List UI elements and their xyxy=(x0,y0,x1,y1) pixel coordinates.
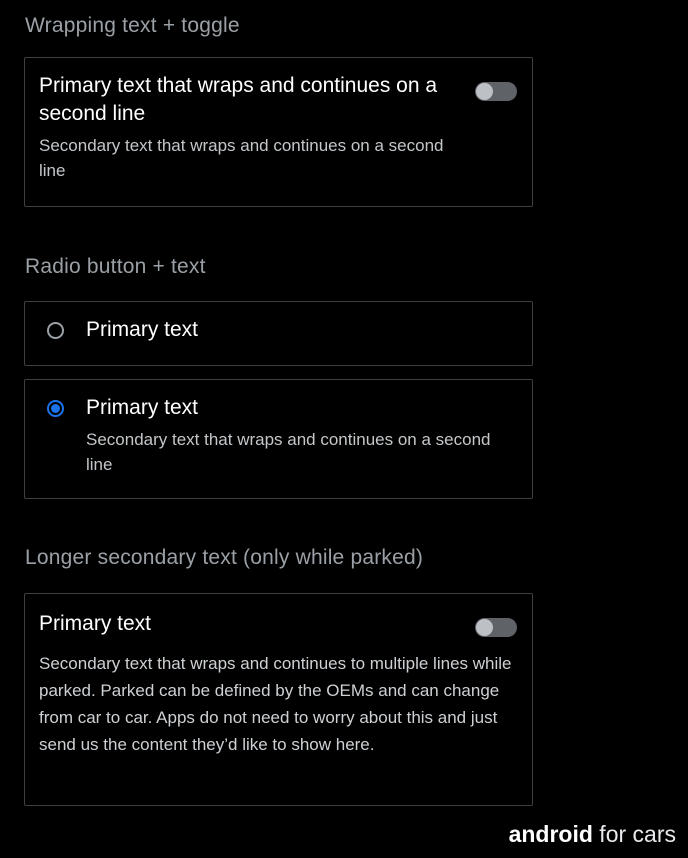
primary-text: Primary text xyxy=(86,318,199,341)
primary-text: Primary text xyxy=(86,396,199,419)
card-content xyxy=(25,380,532,493)
list-item-wrapping-text-toggle[interactable] xyxy=(24,57,533,207)
section-title-longer-secondary-text: Longer secondary text (only while parked) xyxy=(25,546,424,569)
primary-text: Primary text xyxy=(39,612,152,635)
radio-texts xyxy=(86,394,516,477)
card-content xyxy=(25,302,532,358)
toggle-knob xyxy=(476,83,493,100)
toggle-switch-off[interactable] xyxy=(475,618,517,637)
footer-branding xyxy=(509,821,676,848)
section-title-radio-button-text: Radio button + text xyxy=(25,255,206,278)
card-content xyxy=(25,58,532,199)
brand-name: android xyxy=(508,821,593,847)
radio-texts xyxy=(86,316,198,344)
secondary-text: Secondary text that wraps and continues to multiple lines while parked. Parked can be defined by the OEMs and can change from car to car. Apps do not need to worry about this and just send us the content they’d like to show here. xyxy=(39,654,512,754)
secondary-text: Secondary text that wraps and continues on a second line xyxy=(86,430,491,474)
toggle-knob xyxy=(476,619,493,636)
card-content xyxy=(25,594,532,776)
radio-row[interactable] xyxy=(47,394,516,477)
list-item-radio-selected[interactable] xyxy=(24,379,533,499)
radio-button-selected[interactable] xyxy=(47,400,64,417)
list-item-radio-unselected[interactable] xyxy=(24,301,533,366)
primary-text: Primary text that wraps and continues on a second line xyxy=(39,74,438,125)
toggle-switch-off[interactable] xyxy=(475,82,517,101)
list-item-longer-secondary-text[interactable] xyxy=(24,593,533,806)
radio-row[interactable] xyxy=(47,316,516,344)
brand-suffix: for cars xyxy=(592,821,676,847)
section-title-wrapping-text-toggle: Wrapping text + toggle xyxy=(25,14,240,37)
radio-button-unselected[interactable] xyxy=(47,322,64,339)
secondary-text: Secondary text that wraps and continues on a second line xyxy=(39,136,444,180)
